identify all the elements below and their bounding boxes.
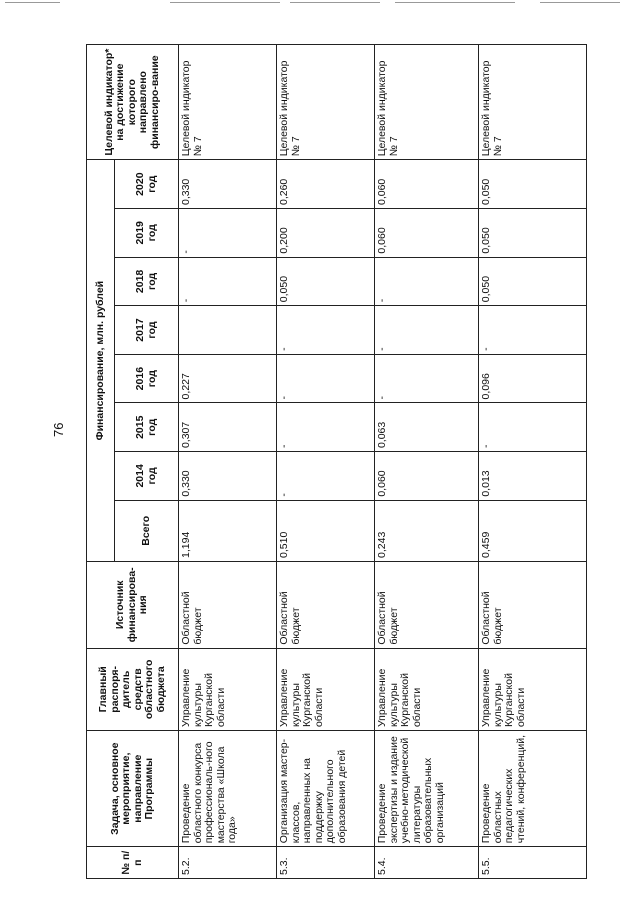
row-manager: Управление культуры Курганской области (277, 648, 375, 730)
row-target: Целевой индикатор № 7 (479, 45, 587, 160)
row-num: 5.4. (375, 847, 479, 879)
row-year-2014: 0,330 (179, 452, 277, 501)
row-year-2015: 0,307 (179, 403, 277, 452)
table-row (479, 45, 587, 879)
header-manager: Главный распоря-дитель средств областного бюджета (87, 648, 179, 730)
row-year-2016: - (277, 354, 375, 403)
header-year-2015: 2015 год (115, 403, 179, 452)
row-year-2019: 0,060 (375, 209, 479, 258)
row-year-2020: 0,330 (179, 160, 277, 209)
row-task: Проведение областного конкурса профессиональ-ного мастерства «Школа года» (179, 731, 277, 847)
table-row (179, 45, 277, 879)
row-total: 0,459 (479, 500, 587, 561)
row-year-2015: 0,063 (375, 403, 479, 452)
header-year-2017: 2017 год (115, 306, 179, 355)
row-year-2017: - (277, 306, 375, 355)
header-year-2020: 2020 год (115, 160, 179, 209)
row-manager: Управление культуры Курганской области (479, 648, 587, 730)
row-total: 0,510 (277, 500, 375, 561)
row-year-2014: - (277, 452, 375, 501)
header-source: Источник финансирова-ния (87, 561, 179, 648)
header-num: № п/п (87, 847, 179, 879)
row-manager: Управление культуры Курганской области (375, 648, 479, 730)
header-year-2019: 2019 год (115, 209, 179, 258)
rotated-table-container (86, 44, 588, 879)
row-target: Целевой индикатор № 7 (179, 45, 277, 160)
row-source: Областной бюджет (375, 561, 479, 648)
header-task: Задача, основное мероприятие, направление Программы (87, 731, 179, 847)
row-target: Целевой индикатор № 7 (375, 45, 479, 160)
row-year-2019: - (179, 209, 277, 258)
row-total: 1,194 (179, 500, 277, 561)
row-source: Областной бюджет (277, 561, 375, 648)
row-year-2017: - (375, 306, 479, 355)
header-year-2018: 2018 год (115, 257, 179, 306)
row-year-2018: - (375, 257, 479, 306)
header-total: Всего (115, 500, 179, 561)
header-financing: Финансирование, млн. рублей (87, 160, 115, 562)
row-year-2019: 0,200 (277, 209, 375, 258)
row-year-2016: 0,096 (479, 354, 587, 403)
table-row (277, 45, 375, 879)
header-year-2014: 2014 год (115, 452, 179, 501)
row-year-2018: - (179, 257, 277, 306)
row-num: 5.3. (277, 847, 375, 879)
financing-table (86, 44, 587, 879)
row-year-2018: 0,050 (277, 257, 375, 306)
row-manager: Управление культуры Курганской области (179, 648, 277, 730)
table-row (375, 45, 479, 879)
row-year-2016: 0,227 (179, 354, 277, 403)
row-year-2014: 0,013 (479, 452, 587, 501)
row-year-2016: - (375, 354, 479, 403)
row-year-2018: 0,050 (479, 257, 587, 306)
row-year-2014: 0,060 (375, 452, 479, 501)
row-source: Областной бюджет (479, 561, 587, 648)
row-task: Организация мастер-классов, направленных на поддержку дополнительного образования детей (277, 731, 375, 847)
row-year-2017 (179, 306, 277, 355)
row-year-2020: 0,050 (479, 160, 587, 209)
row-total: 0,243 (375, 500, 479, 561)
row-task: Проведение экспертизы и издание учебно-методической литературы образовательных организаций (375, 731, 479, 847)
scan-edge (0, 0, 640, 6)
row-num: 5.2. (179, 847, 277, 879)
row-year-2020: 0,260 (277, 160, 375, 209)
row-year-2015: - (277, 403, 375, 452)
row-source: Областной бюджет (179, 561, 277, 648)
row-year-2020: 0,060 (375, 160, 479, 209)
row-num: 5.5. (479, 847, 587, 879)
header-target: Целевой индикатор* на достижение которого направлено финансиро-вание (87, 45, 179, 160)
row-year-2015: - (479, 403, 587, 452)
row-target: Целевой индикатор № 7 (277, 45, 375, 160)
page-number: 76 (51, 422, 66, 437)
header-year-2016: 2016 год (115, 354, 179, 403)
row-year-2019: 0,050 (479, 209, 587, 258)
row-year-2017: - (479, 306, 587, 355)
row-task: Проведение областных педагогических чтений, конференций, (479, 731, 587, 847)
